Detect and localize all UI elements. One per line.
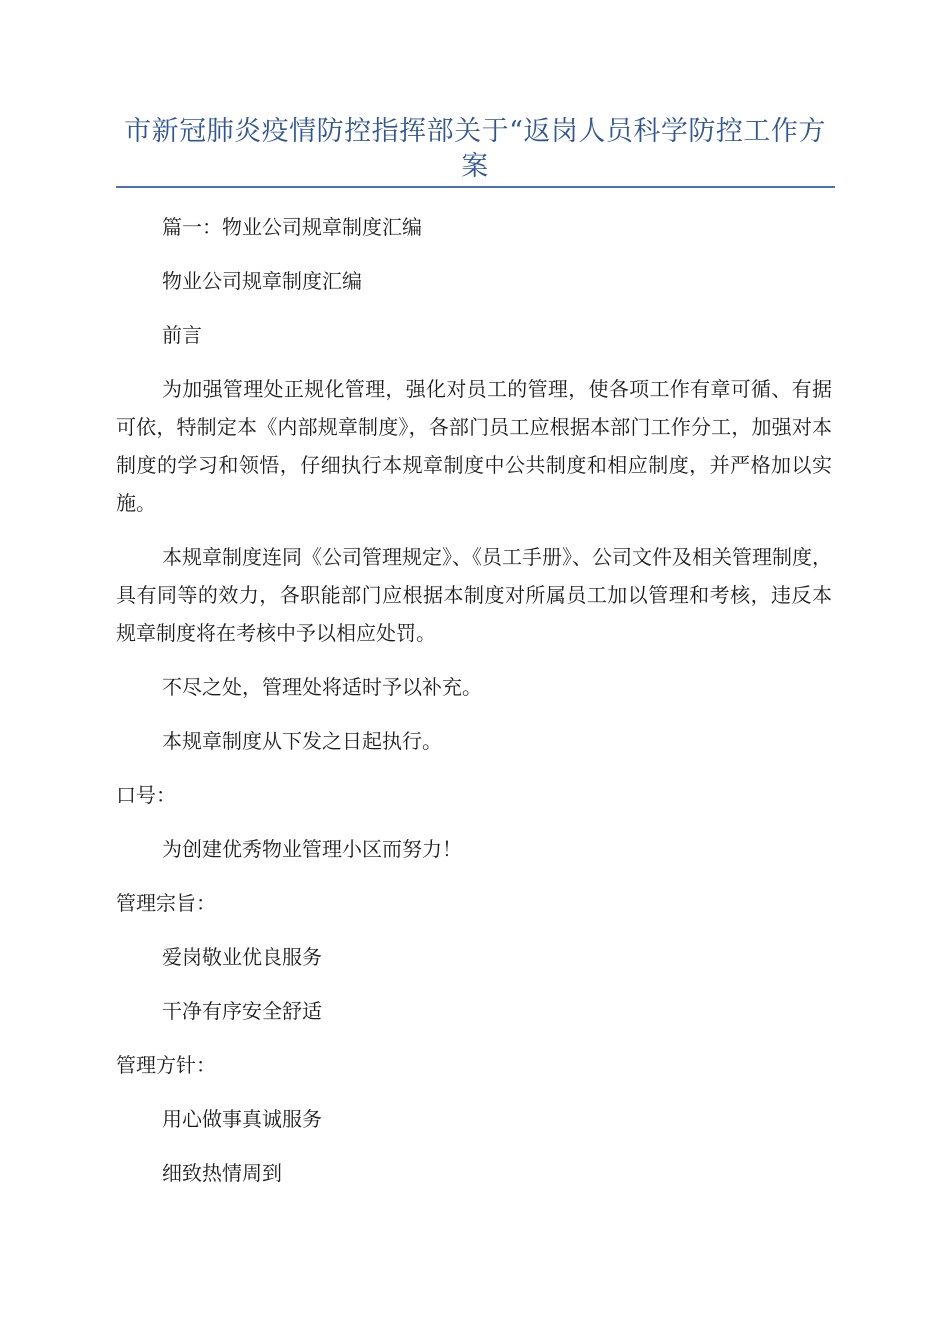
paragraph: 细致热情周到 bbox=[162, 1161, 282, 1185]
paragraph: 爱岗敬业优良服务 bbox=[162, 945, 322, 969]
paragraph: 不尽之处，管理处将适时予以补充。 bbox=[162, 675, 482, 699]
title-underline bbox=[116, 186, 835, 188]
section-heading: 口号： bbox=[116, 783, 176, 807]
section-heading: 管理宗旨： bbox=[116, 891, 216, 915]
document-title: 市新冠肺炎疫情防控指挥部关于“返岗人员科学防控工作方案 bbox=[124, 116, 826, 182]
paragraph: 用心做事真诚服务 bbox=[162, 1107, 322, 1131]
paragraph: 物业公司规章制度汇编 bbox=[162, 269, 362, 293]
paragraph: 本规章制度从下发之日起执行。 bbox=[162, 729, 442, 753]
paragraph: 为创建优秀物业管理小区而努力！ bbox=[162, 837, 462, 861]
document-body bbox=[116, 208, 832, 1208]
paragraph: 本规章制度连同《公司管理规定》、《员工手册》、公司文件及相关管理制度，具有同等的效力，各职能部门应根据本制度对所属员工加以管理和考核，违反本规章制度将在考核中予以相应处罚。 bbox=[116, 545, 832, 645]
paragraph: 为加强管理处正规化管理，强化对员工的管理，使各项工作有章可循、有据可依，特制定本《内部规章制度》，各部门员工应根据本部门工作分工，加强对本制度的学习和领悟，仔细执行本规章制度中公共制度和相应制度，并严格加以实施。 bbox=[116, 377, 832, 515]
section-heading: 管理方针： bbox=[116, 1053, 216, 1077]
paragraph: 干净有序安全舒适 bbox=[162, 999, 322, 1023]
paragraph: 篇一：物业公司规章制度汇编 bbox=[162, 215, 422, 239]
paragraph: 前言 bbox=[162, 323, 202, 347]
